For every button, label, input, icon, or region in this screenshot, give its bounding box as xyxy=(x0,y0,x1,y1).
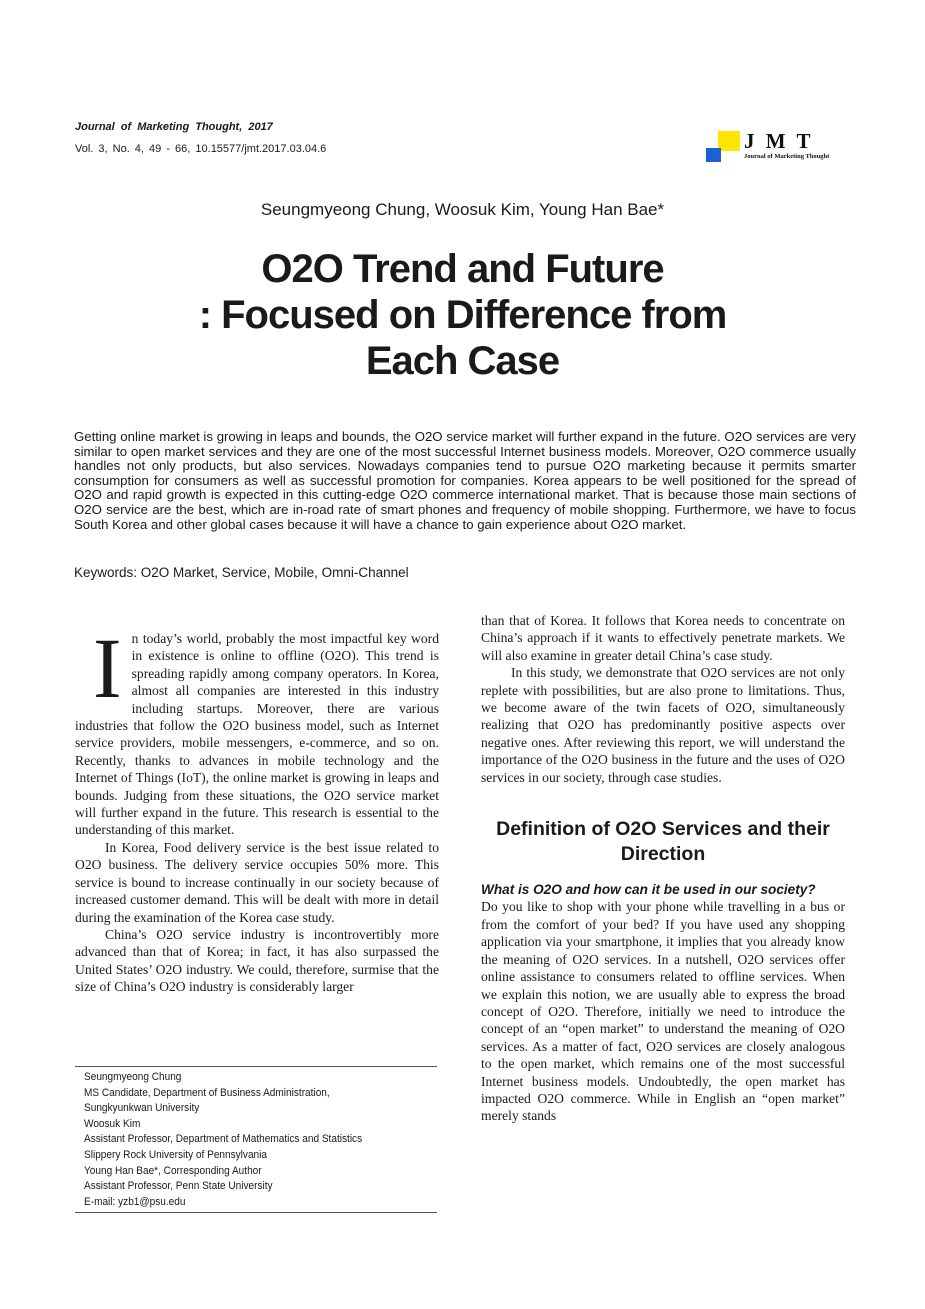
title-line: Each Case xyxy=(365,339,560,383)
footnote-line: E-mail: yzb1@psu.edu xyxy=(84,1195,186,1208)
body-paragraph: In this study, we demonstrate that O2O services are not only replete with possibilities, but are also prone to limitations. Thus, we become aware of the twin facets of O2O, simultaneously realizing that O2O has predominantly positive aspects over negative ones. After reviewing this report, we will understand the importance of the O2O business in the future and the uses of O2O services in our society, through case studies. xyxy=(481,665,845,785)
logo-subtitle: Journal of Marketing Thought xyxy=(744,153,830,160)
footnote-line: Seungmyeong Chung xyxy=(84,1071,182,1083)
footnote-line: Slippery Rock University of Pennsylvania xyxy=(84,1148,267,1161)
title-line: : Focused on Difference from xyxy=(198,293,727,337)
footnote-line: Assistant Professor, Penn State University xyxy=(84,1180,273,1193)
footnote-line: Woosuk Kim xyxy=(84,1117,141,1130)
right-column xyxy=(481,612,845,1125)
journal-logo xyxy=(706,131,856,165)
footnote-line: MS Candidate, Department of Business Administration, xyxy=(84,1086,330,1099)
left-column xyxy=(75,620,439,996)
logo-blue-square xyxy=(706,148,721,162)
body-paragraph: China’s O2O service industry is incontrovertibly more advanced than that of Korea; in fact, it has also surpassed the United States’ O2O industry. We could, therefore, surmise that the size of China’s O2O industry is considerably larger xyxy=(75,926,439,995)
body-paragraph: than that of Korea. It follows that Korea needs to concentrate on China’s approach if it wants to effectively penetrate markets. We will also examine in greater detail China’s case study. xyxy=(481,613,845,663)
body-paragraph: Do you like to shop with your phone while travelling in a bus or from the comfort of your bed? If you have used any shopping application via your smartphone, it implies that you already know the meaning of O2O services. In a nutshell, O2O services offer online assistance to consumers related to offline services. When we explain this notion, we are usually able to express the broad concept of O2O. Therefore, initially we need to introduce the concept of an “open market” to understand the meaning of O2O services. As a matter of fact, O2O services are closely analogous to the open market, which remains one of the most successful Internet business models. Undoubtedly, the open market has impacted O2O commerce. While in English an “open market” merely stands xyxy=(481,899,845,1124)
author-affiliations-footnote xyxy=(75,1066,437,1213)
abstract: Getting online market is growing in leaps and bounds, the O2O service market will further expand in the future. O2O services are very similar to open market services and they are one of the most successful Internet business models. Moreover, O2O commerce usually handles not only products, but also services. Nowadays companies tend to pursue O2O marketing because it permits smarter consumption for consumers as well as successful promotion for companies. Korea appears to be well positioned for the spread of O2O and rapid growth is expected in this cutting-edge O2O commerce international market. That is because those main sections of O2O service are the best, which are in-road rate of smart phones and frequency of mobile shopping. Furthermore, we have to focus South Korea and other global cases because it will have a chance to gain experience about O2O market. xyxy=(74,429,856,532)
footnote-line: Young Han Bae*, Corresponding Author xyxy=(84,1164,262,1177)
journal-name: Journal of Marketing Thought, 2017 xyxy=(75,121,273,133)
footnote-line: Assistant Professor, Department of Mathematics and Statistics xyxy=(84,1133,363,1146)
keywords: Keywords: O2O Market, Service, Mobile, Omni-Channel xyxy=(74,565,409,580)
body-paragraph: n today’s world, probably the most impactful key word in existence is online to offline (O2O). This trend is spreading rapidly among company operators. In Korea, almost all companies are interested in this industry including startups. Moreover, there are various industries that follow the O2O business model, such as Internet service providers, mobile messengers, e-commerce, and so on. Recently, thanks to advances in mobile technology and the Internet of Things (IoT), the online market is growing in leaps and bounds. Judging from these situations, the O2O service market will further expand in the future. This research is essential to the understanding of this market. xyxy=(75,631,439,838)
section-heading: Definition of O2O Services and their Direction xyxy=(496,818,830,866)
author-list: Seungmyeong Chung, Woosuk Kim, Young Han Bae* xyxy=(260,200,665,219)
title-line: O2O Trend and Future xyxy=(261,247,664,291)
paper-title xyxy=(100,246,825,384)
logo-text: J M T xyxy=(744,129,814,153)
footnote-line: Sungkyunkwan University xyxy=(84,1102,200,1115)
logo-yellow-square xyxy=(718,131,740,151)
subsection-heading: What is O2O and how can it be used in our society? xyxy=(481,882,816,898)
body-paragraph: In Korea, Food delivery service is the best issue related to O2O business. The delivery service occupies 50% more. This service is bound to increase continually in our society because of increased customer demand. This will be dealt with more in detail during the examination of the Korea case study. xyxy=(75,839,439,925)
volume-info: Vol. 3, No. 4, 49 - 66, 10.15577/jmt.2017.03.04.6 xyxy=(75,143,327,155)
drop-cap: I xyxy=(93,620,122,716)
